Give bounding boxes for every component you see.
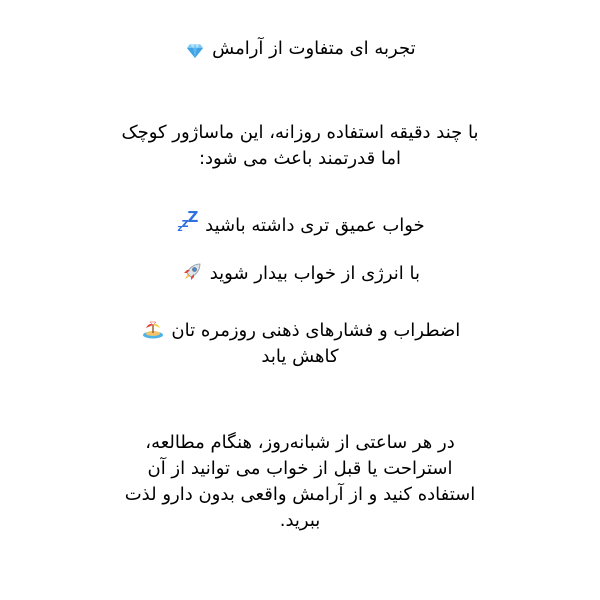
closing-line-3: استفاده کنید و از آرامش واقعی بدون دارو لذت <box>124 484 476 505</box>
closing-line-2: استراحت یا قبل از خواب می توانید از آن <box>147 458 453 479</box>
benefit-stress-text-1: اضطراب و فشارهای ذهنی روزمره تان <box>171 320 461 341</box>
closing-line-1: در هر ساعتی از شبانه‌روز، هنگام مطالعه، <box>145 432 455 453</box>
benefit-stress-text-2: کاهش یابد <box>261 346 339 367</box>
benefit-energy <box>0 262 600 288</box>
intro-line-1: با چند دقیقه استفاده روزانه، این ماساژور کوچک <box>121 122 479 143</box>
benefit-sleep <box>0 206 600 240</box>
intro-line-2: اما قدرتمند باعث می شود: <box>198 148 402 169</box>
benefit-stress <box>0 319 600 345</box>
title-line <box>0 38 600 63</box>
closing-line-4: ببرید. <box>279 510 321 531</box>
benefit-energy-text: با انرژی از خواب بیدار شوید <box>209 263 421 284</box>
title-text: تجربه ای متفاوت از آرامش <box>212 38 416 59</box>
beach-island-icon <box>142 319 164 345</box>
rocket-icon <box>182 262 202 288</box>
benefit-sleep-text: خواب عمیق تری داشته باشید <box>205 215 425 236</box>
gem-icon <box>186 41 204 63</box>
zzz-sleep-icon: $_z$zZ <box>177 208 198 234</box>
